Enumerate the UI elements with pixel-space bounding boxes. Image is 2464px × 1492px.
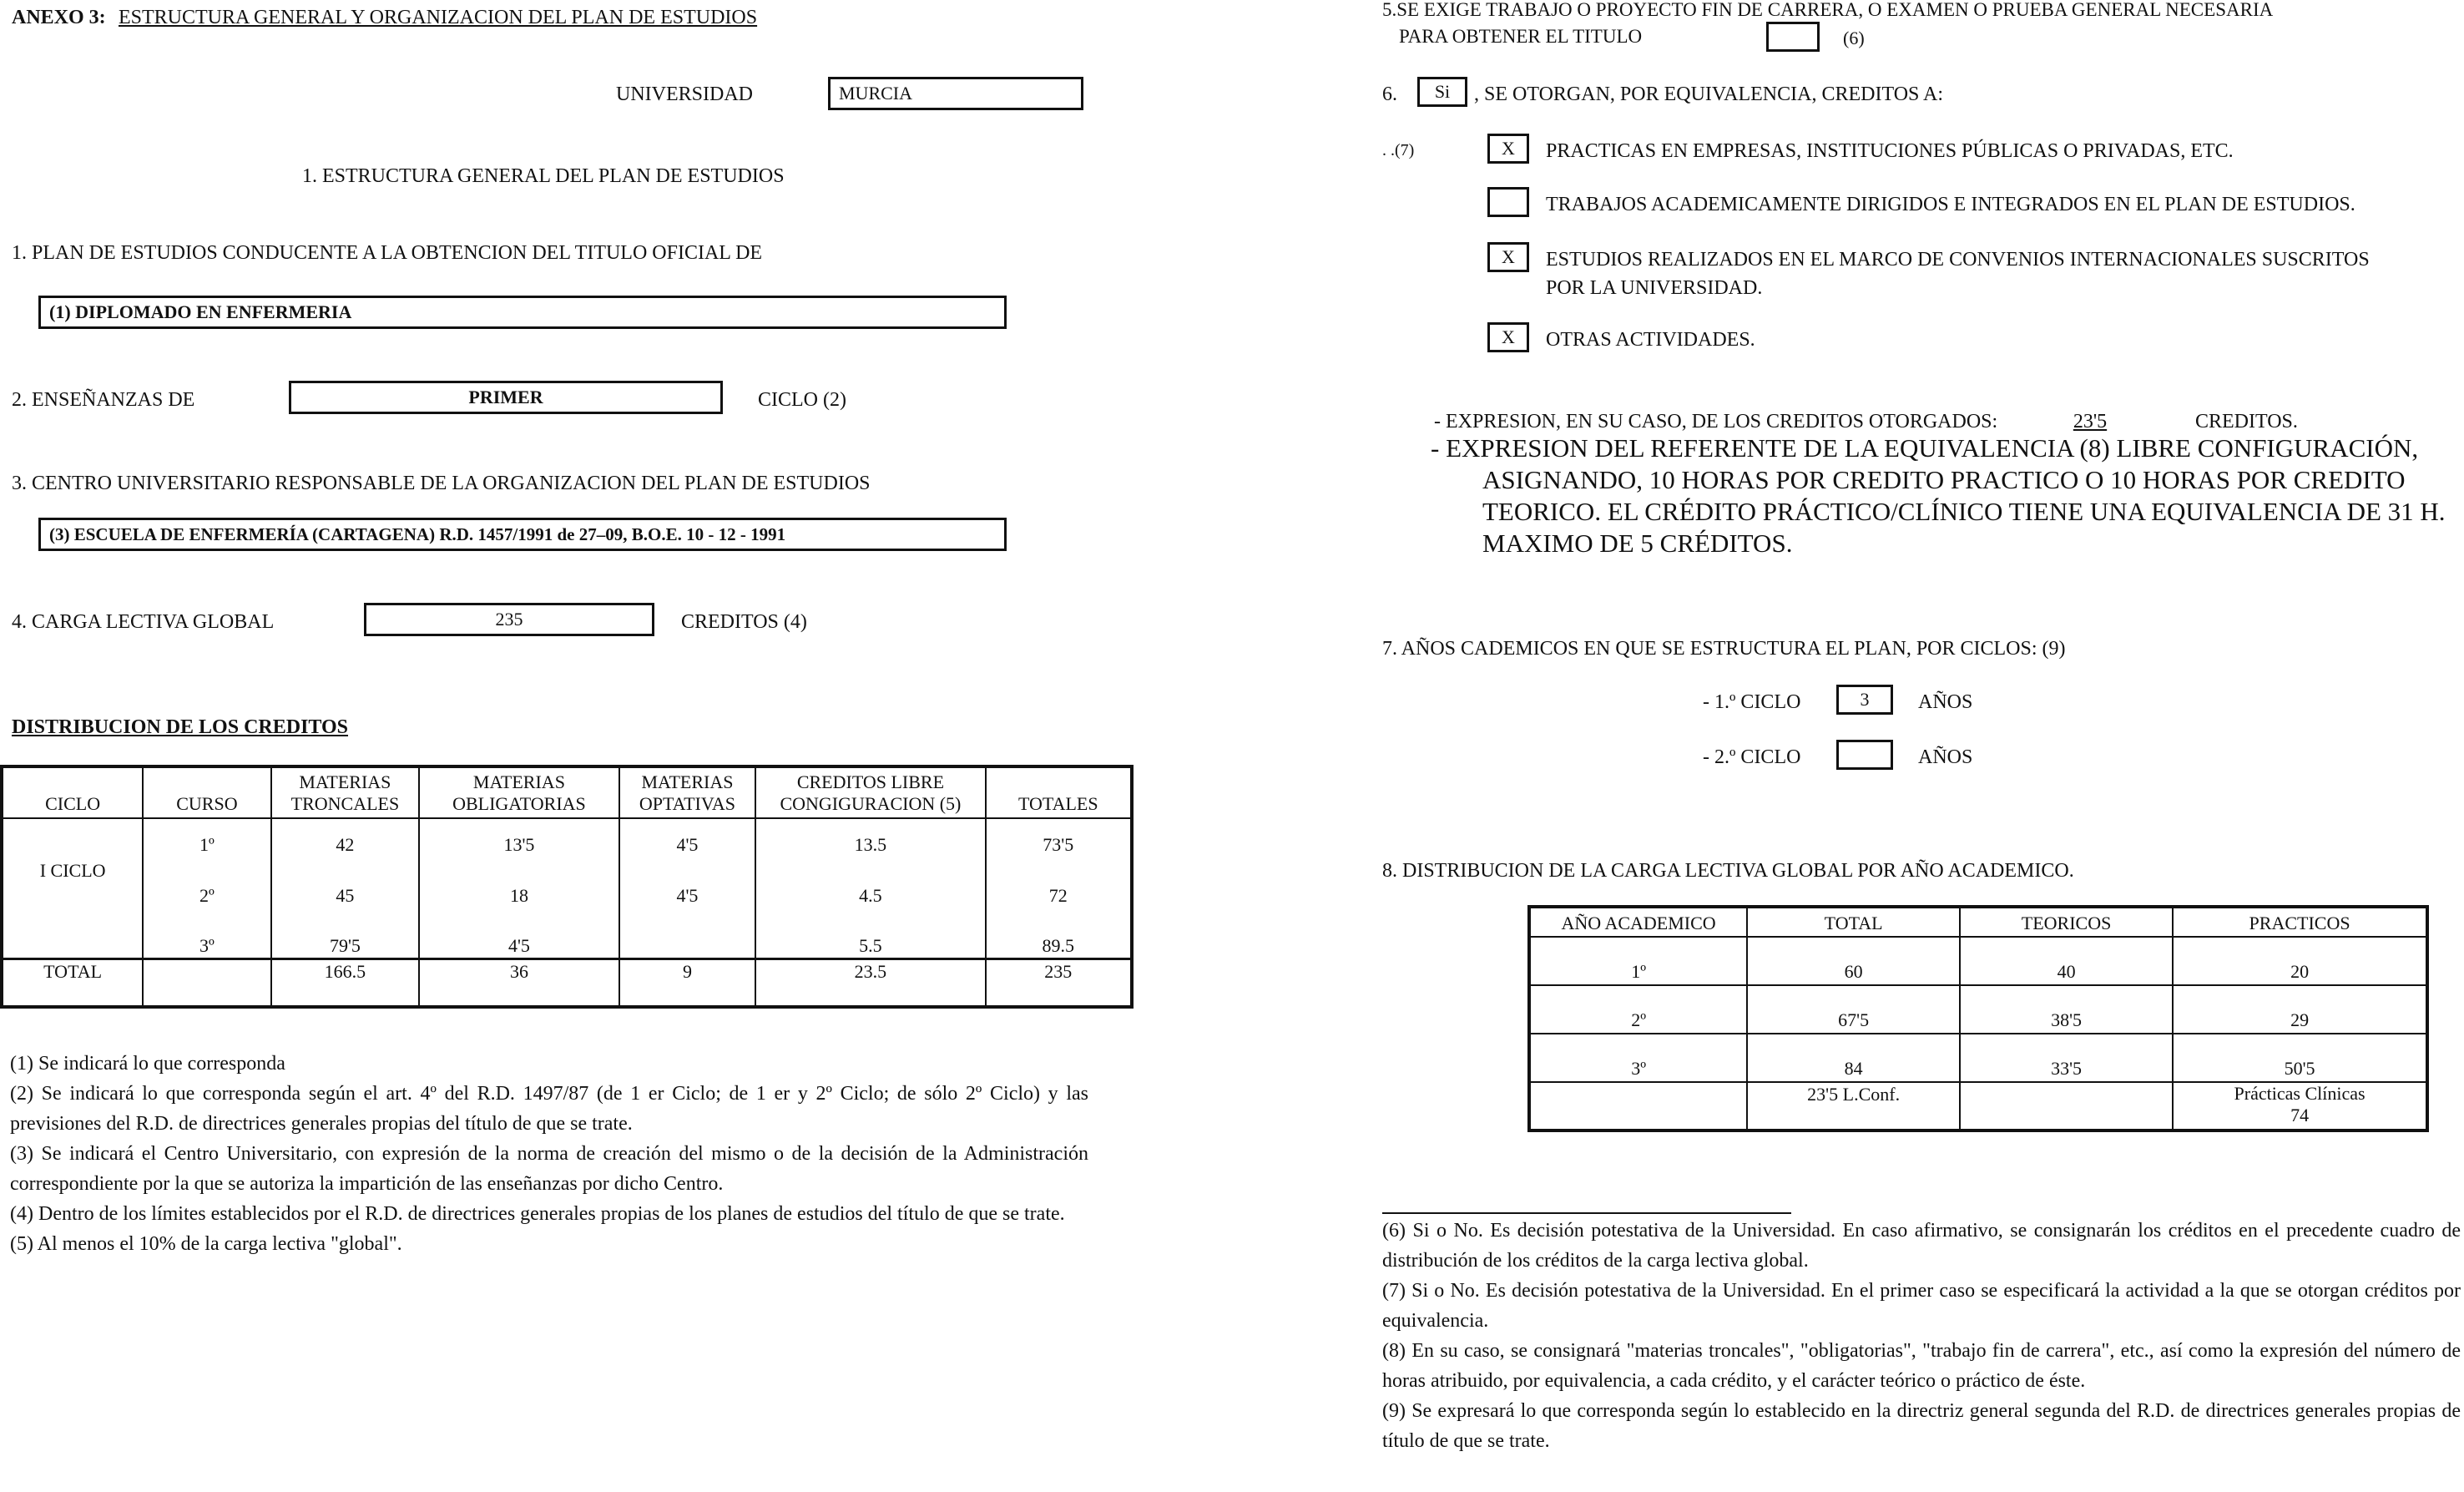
item5-note: (6) <box>1843 28 1865 48</box>
item6-mark: . .(7) <box>1382 141 1415 159</box>
expr1-value: 23'5 <box>2073 411 2108 432</box>
expr2-line4: MAXIMO DE 5 CRÉDITOS. <box>1482 529 1793 558</box>
credits-distribution-table <box>0 765 1134 1009</box>
practicas-clinicas-label: Prácticas Clínicas <box>2234 1083 2366 1104</box>
table-cell: 89.5 <box>986 922 1132 958</box>
col-header: MATERIAS OBLIGATORIAS <box>419 766 619 818</box>
estudios-label-2: POR LA UNIVERSIDAD. <box>1546 277 1763 299</box>
section1-title: 1. ESTRUCTURA GENERAL DEL PLAN DE ESTUDIOS <box>302 165 785 187</box>
table-cell: 60 <box>1747 937 1960 985</box>
annex-label: ANEXO 3: <box>12 7 106 28</box>
footnote: (2) Se indicará lo que corresponda según el art. 4º del R.D. 1497/87 (de 1 er Ciclo; de 1 er y 2º Ciclo; de sólo 2º Ciclo) y las previsiones del R.D. de directrices generales propias del título de que se trate. <box>10 1083 1088 1135</box>
table-cell: 3º <box>1529 1034 1747 1082</box>
col-header: CICLO <box>2 766 143 818</box>
table-row <box>2 870 1132 922</box>
table-cell: 84 <box>1747 1034 1960 1082</box>
footnote: (8) En su caso, se consignará "materias troncales", "obligatorias", "trabajo fin de carrera", etc., así como la expresión del número de horas atribuido, por equivalencia, a cada crédito, y el carácter teórico o práctico de éste. <box>1382 1340 2461 1392</box>
table-cell: 13.5 <box>755 818 985 870</box>
table-cell: 72 <box>986 870 1132 922</box>
table-cell: 29 <box>2173 985 2427 1034</box>
table-cell: 2º <box>1529 985 1747 1034</box>
cycle1-label: - 1.º CICLO <box>1703 691 1801 713</box>
equivalence-value-box: Si <box>1417 77 1467 107</box>
table-row <box>1529 1082 2427 1130</box>
table-row <box>2 922 1132 958</box>
col-header: PRACTICOS <box>2173 907 2427 937</box>
table-cell: 36 <box>419 958 619 1007</box>
table-cell <box>1960 1082 2173 1130</box>
left-footnotes <box>10 1049 1088 1259</box>
table-cell: 166.5 <box>271 958 420 1007</box>
table-cell: 73'5 <box>986 818 1132 870</box>
table-cell: 1º <box>1529 937 1747 985</box>
estudios-checkbox: X <box>1487 242 1529 272</box>
right-footnotes <box>1382 1216 2461 1456</box>
table-cell: 50'5 <box>2173 1034 2427 1082</box>
table-row <box>2 818 1132 870</box>
footnote: (9) Se expresará lo que corresponda según lo establecido en la directriz general segunda del R.D. de directrices generales propias de título de que se trate. <box>1382 1400 2461 1452</box>
table-row <box>1529 1034 2427 1082</box>
table-cell <box>2173 1082 2427 1130</box>
cycle2-years-box <box>1836 740 1893 770</box>
table-cell: 4'5 <box>619 818 756 870</box>
expr2-line3: TEORICO. EL CRÉDITO PRÁCTICO/CLÍNICO TIENE UNA EQUIVALENCIA DE 31 H. <box>1482 497 2446 526</box>
table-cell: 4.5 <box>755 870 985 922</box>
col-header: TEORICOS <box>1960 907 2173 937</box>
academic-load-table <box>1527 905 2429 1132</box>
university-label: UNIVERSIDAD <box>616 83 753 105</box>
total-row <box>2 958 1132 1007</box>
expr2-line1: - EXPRESION DEL REFERENTE DE LA EQUIVALENCIA (8) LIBRE CONFIGURACIÓN, <box>1431 433 2419 463</box>
item4-label: 4. CARGA LECTIVA GLOBAL <box>12 611 275 633</box>
col-header: MATERIAS OPTATIVAS <box>619 766 756 818</box>
footnote: (3) Se indicará el Centro Universitario, con expresión de la norma de creación del mismo o de la decisión de la Administración correspondiente por la que se autoriza la impartición de las enseñanzas por dicho Centro. <box>10 1143 1088 1195</box>
table-cell: 9 <box>619 958 756 1007</box>
trabajos-checkbox <box>1487 187 1529 217</box>
col-header: TOTAL <box>1747 907 1960 937</box>
item2-suffix: CICLO (2) <box>758 389 846 411</box>
table-cell: 45 <box>271 870 420 922</box>
practicas-clinicas-value: 74 <box>2290 1105 2310 1126</box>
practicas-label: PRACTICAS EN EMPRESAS, INSTITUCIONES PÚBLICAS O PRIVADAS, ETC. <box>1546 140 2234 162</box>
table-cell: 18 <box>419 870 619 922</box>
otras-checkbox: X <box>1487 322 1529 352</box>
table-cell: 4'5 <box>419 922 619 958</box>
table-cell: 40 <box>1960 937 2173 985</box>
otras-label: OTRAS ACTIVIDADES. <box>1546 329 1755 351</box>
table-cell: 38'5 <box>1960 985 2173 1034</box>
table-cell: 4'5 <box>619 870 756 922</box>
col-header: CREDITOS LIBRE CONGIGURACION (5) <box>755 766 985 818</box>
table-cell: 1º <box>143 818 270 870</box>
cycle-field: PRIMER <box>289 381 723 414</box>
col-header: AÑO ACADEMICO <box>1529 907 1747 937</box>
center-field: (3) ESCUELA DE ENFERMERÍA (CARTAGENA) R.D. 1457/1991 de 27–09, B.O.E. 10 - 12 - 1991 <box>38 518 1007 551</box>
expr1-suffix: CREDITOS. <box>2195 411 2298 432</box>
cycle2-label: - 2.º CICLO <box>1703 746 1801 768</box>
practicas-checkbox: X <box>1487 134 1529 164</box>
degree-field: (1) DIPLOMADO EN ENFERMERIA <box>38 296 1007 329</box>
item5-line1: 5.SE EXIGE TRABAJO O PROYECTO FIN DE CARRERA, O EXAMEN O PRUEBA GENERAL NECESARIA <box>1382 0 2274 20</box>
ciclo-cell: I CICLO <box>2 818 143 922</box>
table-cell: 13'5 <box>419 818 619 870</box>
footnote: (4) Dentro de los límites establecidos por el R.D. de directrices generales propias de los planes de estudios del título de que se trate. <box>10 1203 1065 1225</box>
table-cell: 235 <box>986 958 1132 1007</box>
table-cell: 23.5 <box>755 958 985 1007</box>
table-cell: 20 <box>2173 937 2427 985</box>
table-row <box>1529 937 2427 985</box>
item2-label: 2. ENSEÑANZAS DE <box>12 389 195 411</box>
table-cell <box>1529 1082 1747 1130</box>
footnote: (1) Se indicará lo que corresponda <box>10 1053 285 1075</box>
table-cell: 3º <box>143 922 270 958</box>
trabajos-label: TRABAJOS ACADEMICAMENTE DIRIGIDOS E INTEGRADOS EN EL PLAN DE ESTUDIOS. <box>1546 194 2355 215</box>
table-cell: 23'5 L.Conf. <box>1747 1082 1960 1130</box>
item5-line2: PARA OBTENER EL TITULO <box>1399 26 1643 47</box>
expr2-line2: ASIGNANDO, 10 HORAS POR CREDITO PRACTICO O 10 HORAS POR CREDITO <box>1482 465 2406 494</box>
annex-title: ESTRUCTURA GENERAL Y ORGANIZACION DEL PLAN DE ESTUDIOS <box>119 7 758 28</box>
item3-label: 3. CENTRO UNIVERSITARIO RESPONSABLE DE LA ORGANIZACION DEL PLAN DE ESTUDIOS <box>12 473 871 494</box>
table-cell: 79'5 <box>271 922 420 958</box>
table-row <box>1529 985 2427 1034</box>
footnote-divider <box>1382 1212 1791 1214</box>
footnote: (6) Si o No. Es decisión potestativa de la Universidad. En caso afirmativo, se consignarán los créditos en el precedente cuadro de distribución de los créditos de la carga lectiva global. <box>1382 1220 2461 1272</box>
col-header: MATERIAS TRONCALES <box>271 766 420 818</box>
footnote: (7) Si o No. Es decisión potestativa de la Universidad. En el primer caso se especificará la actividad a la que se otorgan créditos por equivalencia. <box>1382 1280 2461 1332</box>
item7-label: 7. AÑOS CADEMICOS EN QUE SE ESTRUCTURA EL PLAN, POR CICLOS: (9) <box>1382 638 2066 660</box>
cycle2-years-label: AÑOS <box>1918 746 1973 768</box>
cycle1-years-label: AÑOS <box>1918 691 1973 713</box>
table-cell <box>143 958 270 1007</box>
estudios-label: ESTUDIOS REALIZADOS EN EL MARCO DE CONVENIOS INTERNACIONALES SUSCRITOS <box>1546 249 2370 271</box>
table-cell: 5.5 <box>755 922 985 958</box>
item4-suffix: CREDITOS (4) <box>681 611 807 633</box>
table-cell: 67'5 <box>1747 985 1960 1034</box>
university-field: MURCIA <box>828 77 1083 110</box>
table-cell: TOTAL <box>2 958 143 1007</box>
table-cell <box>619 922 756 958</box>
global-load-field: 235 <box>364 603 654 636</box>
item8-label: 8. DISTRIBUCION DE LA CARGA LECTIVA GLOBAL POR AÑO ACADEMICO. <box>1382 860 2074 882</box>
table-cell: 42 <box>271 818 420 870</box>
final-project-box <box>1766 22 1820 52</box>
col-header: TOTALES <box>986 766 1132 818</box>
distribution-title: DISTRIBUCION DE LOS CREDITOS <box>12 716 349 738</box>
item6-prefix: 6. <box>1382 83 1397 105</box>
col-header: CURSO <box>143 766 270 818</box>
expr1-label: - EXPRESION, EN SU CASO, DE LOS CREDITOS OTORGADOS: <box>1434 411 1998 432</box>
table-cell: 2º <box>143 870 270 922</box>
cycle1-years-box: 3 <box>1836 685 1893 715</box>
table-cell: 33'5 <box>1960 1034 2173 1082</box>
footnote: (5) Al menos el 10% de la carga lectiva "global". <box>10 1233 402 1255</box>
table-cell <box>2 922 143 958</box>
item1-label: 1. PLAN DE ESTUDIOS CONDUCENTE A LA OBTENCION DEL TITULO OFICIAL DE <box>12 242 763 264</box>
item6-label: , SE OTORGAN, POR EQUIVALENCIA, CREDITOS A: <box>1474 83 1944 105</box>
